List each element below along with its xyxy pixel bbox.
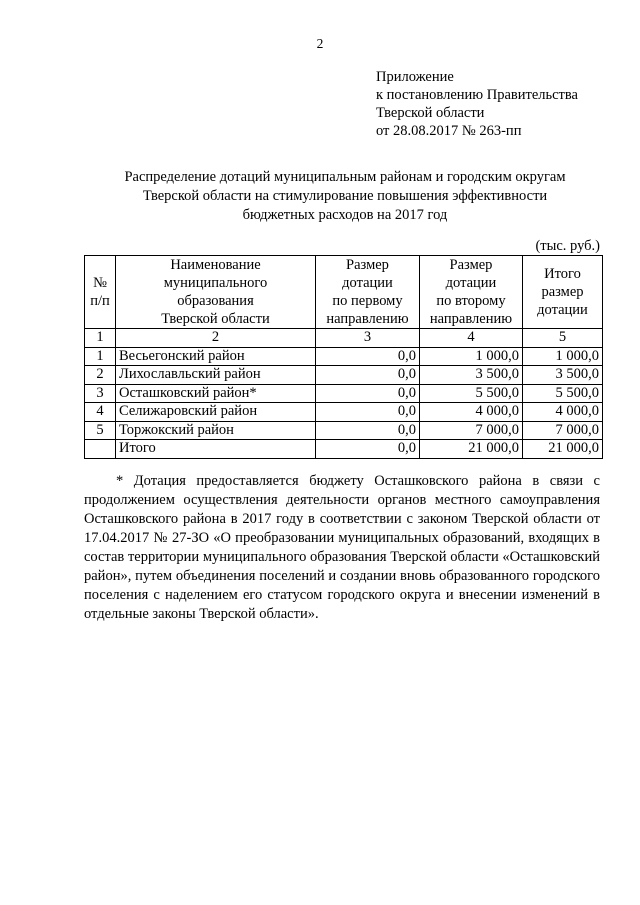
total-total: 21 000,0 <box>523 440 603 459</box>
column-number: 5 <box>523 329 603 348</box>
header-num: № п/п <box>85 256 116 329</box>
row-num: 5 <box>85 421 116 440</box>
document-title <box>90 168 600 225</box>
header-dir2: Размер дотации по второму направлению <box>420 256 523 329</box>
units-label: (тыс. руб.) <box>535 238 600 254</box>
appendix-date-line: от 28.08.2017 № 263-пп <box>376 123 522 139</box>
footnote-text: * Дотация предоставляется бюджету Осташковского района в связи с продолжением осуществления деятельности органов местного самоуправления Осташковского района в 2017 году в соответствии с законом Тверской области от 17.04.2017 № 27-ЗО «О преобразовании муниципальных образований, входящих в состав территории муниципального образования Тверской области «Осташковский район», путем объединения поселений и создании вновь образованного городского поселения с наделением его статусом городского округа и внесении изменений в отдельные законы Тверской области». <box>84 473 600 622</box>
header-dir1: Размер дотации по первому направлению <box>316 256 420 329</box>
row-name: Торжокский район <box>116 421 316 440</box>
row-num: 2 <box>85 366 116 385</box>
row-name: Весьегонский район <box>116 347 316 366</box>
row-dir1: 0,0 <box>316 347 420 366</box>
row-dir2: 7 000,0 <box>420 421 523 440</box>
row-name: Осташковский район* <box>116 384 316 403</box>
page-number: 2 <box>316 36 324 51</box>
column-number: 4 <box>420 329 523 348</box>
total-label: Итого <box>116 440 316 459</box>
column-number: 2 <box>116 329 316 348</box>
total-dir1: 0,0 <box>316 440 420 459</box>
table-row <box>85 403 603 422</box>
row-dir1: 0,0 <box>316 421 420 440</box>
row-num: 4 <box>85 403 116 422</box>
title-line: бюджетных расходов на 2017 год <box>242 207 448 223</box>
appendix-line: Приложение <box>376 69 454 85</box>
row-dir1: 0,0 <box>316 403 420 422</box>
row-name: Селижаровский район <box>116 403 316 422</box>
row-total: 7 000,0 <box>523 421 603 440</box>
title-line: Тверской области на стимулирование повышения эффективности <box>142 188 548 204</box>
header-total: Итого размер дотации <box>523 256 603 329</box>
footnote <box>84 472 600 624</box>
row-total: 4 000,0 <box>523 403 603 422</box>
column-numbers-row <box>85 329 603 348</box>
row-total: 3 500,0 <box>523 366 603 385</box>
row-dir2: 4 000,0 <box>420 403 523 422</box>
title-line: Распределение дотаций муниципальным районам и городским округам <box>124 169 566 185</box>
column-number: 1 <box>85 329 116 348</box>
appendix-line: к постановлению Правительства <box>376 87 578 103</box>
row-num: 3 <box>85 384 116 403</box>
row-name: Лихославльский район <box>116 366 316 385</box>
row-total: 5 500,0 <box>523 384 603 403</box>
table-row <box>85 421 603 440</box>
row-dir1: 0,0 <box>316 384 420 403</box>
row-dir2: 3 500,0 <box>420 366 523 385</box>
row-dir2: 1 000,0 <box>420 347 523 366</box>
row-total: 1 000,0 <box>523 347 603 366</box>
appendix-line: Тверской области <box>376 105 485 121</box>
table-row <box>85 347 603 366</box>
row-dir2: 5 500,0 <box>420 384 523 403</box>
column-number: 3 <box>316 329 420 348</box>
total-num <box>85 440 116 459</box>
table-header-row <box>85 256 603 329</box>
total-dir2: 21 000,0 <box>420 440 523 459</box>
table-total-row <box>85 440 603 459</box>
grants-table <box>84 255 603 459</box>
row-num: 1 <box>85 347 116 366</box>
header-name: Наименование муниципального образования Тверской области <box>116 256 316 329</box>
appendix-header <box>376 68 578 140</box>
table-row <box>85 366 603 385</box>
row-dir1: 0,0 <box>316 366 420 385</box>
table-row <box>85 384 603 403</box>
